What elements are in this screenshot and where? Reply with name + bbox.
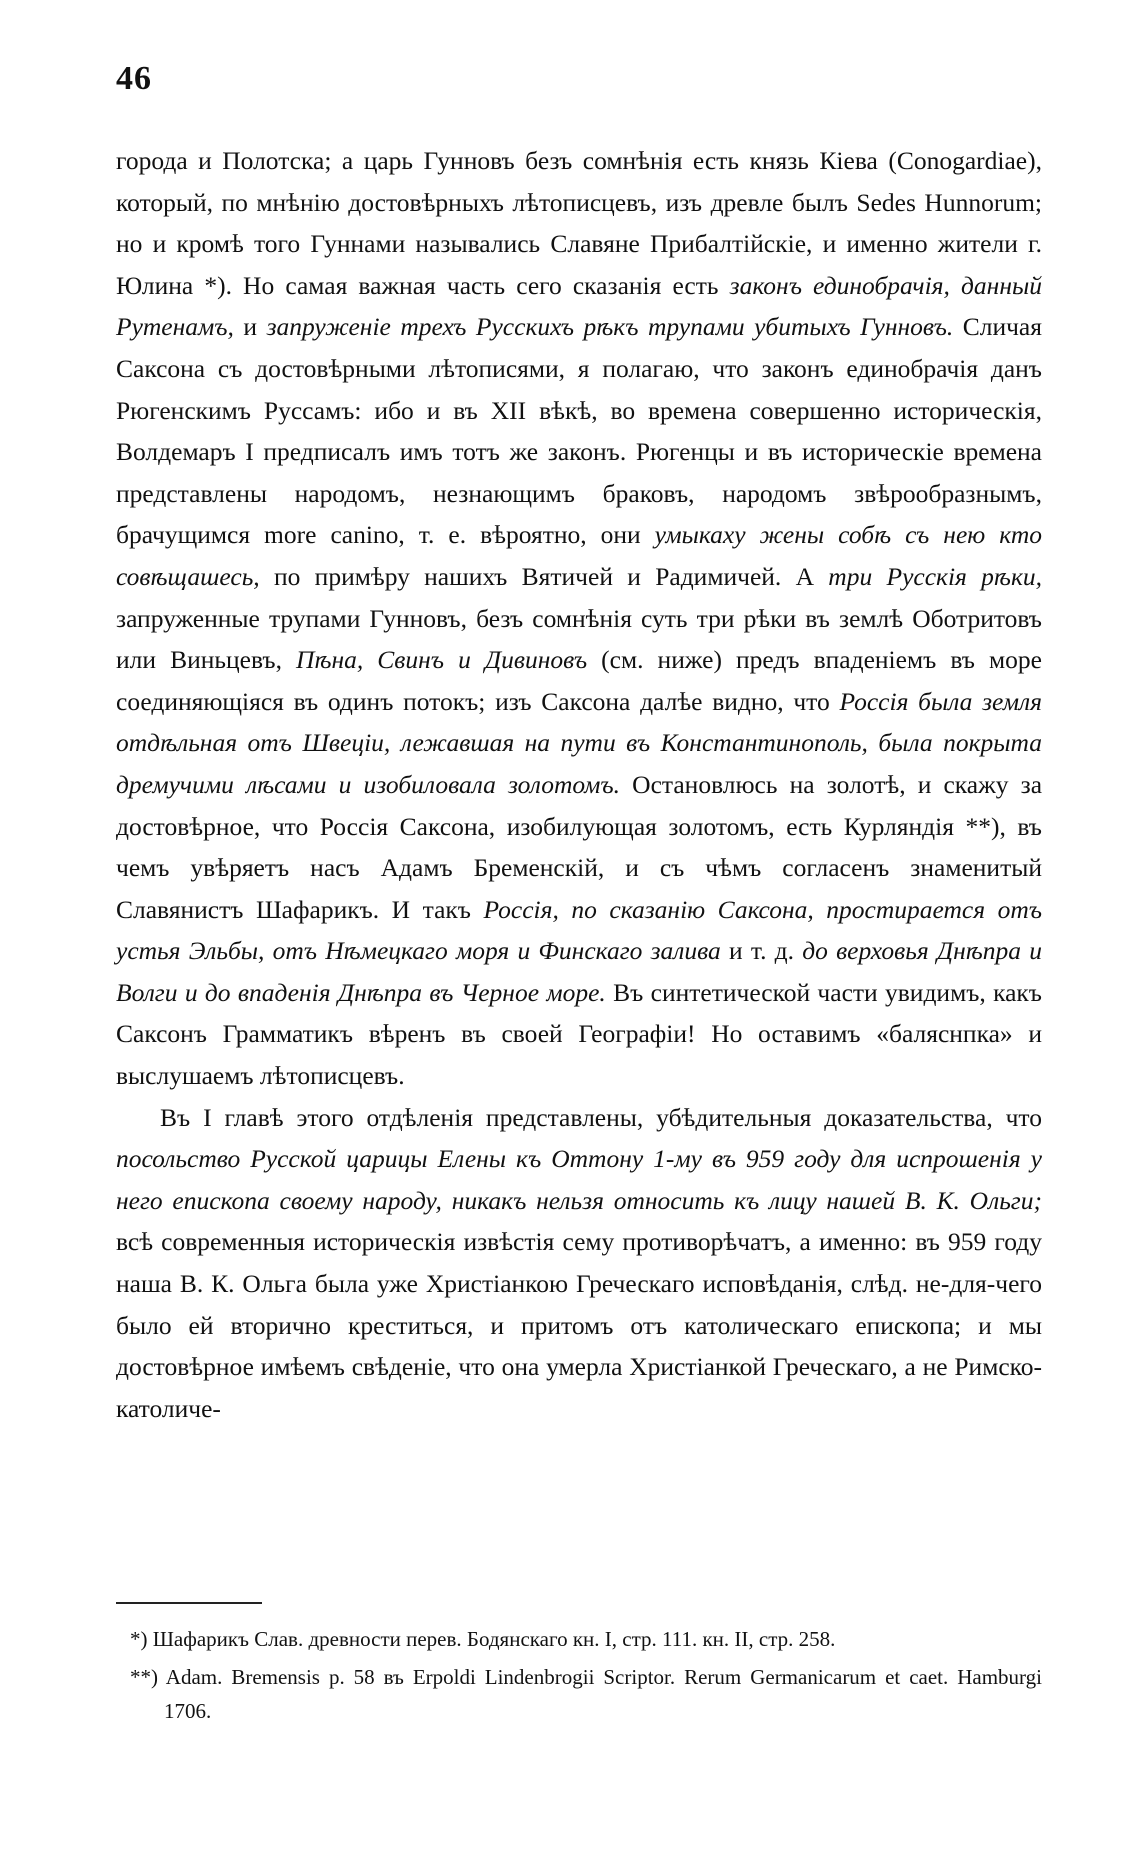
text-run: города и Полотска; а царь Гунновъ безъ сомнѣнія есть князь Кіева (Conogardiae), который, по мнѣнію достовѣрныхъ лѣтописцевъ, изъ древле былъ Sedes Hunnorum; но и кромѣ того Гуннами назывались Славяне Прибалтійскіе, и именно жители г. Юлина *). Но самая важная часть сего сказанія есть [116, 146, 1042, 300]
paragraph-2 [116, 1097, 1042, 1430]
page-number: 46 [116, 60, 152, 97]
text-run: Сличая Саксона съ достовѣрными лѣтописями, я полагаю, что законъ единобрачія данъ Рюгенскимъ Руссамъ: ибо и въ XII вѣкѣ, во времена совершенно историческія, Волдемаръ I предписалъ имъ тотъ же законъ. Рюгенцы и въ историческіе времена представлены народомъ, незнающимъ браковъ, народомъ звѣрообразнымъ, брачущимся more canino, т. е. вѣроятно, они [116, 312, 1042, 550]
text-run: и т. д. [720, 936, 803, 966]
text-run: по примѣру нашихъ Вятичей и Радимичей. А [259, 561, 829, 591]
text-run: Въ синтетической части увидимъ, какъ Саксонъ Грамматикъ вѣренъ въ своей Географіи! Но оставимъ «баляснпка» и выслушаемъ лѣтописцевъ. [116, 977, 1042, 1091]
italic-run: три Русскія рѣки, [828, 561, 1042, 591]
text-run: (см. ниже) предъ впаденіемъ въ море соединяющіяся въ одинъ потокъ; изъ Саксона далѣе видно, что [116, 645, 1042, 716]
text-run: и [233, 312, 267, 342]
paragraph-1 [116, 140, 1042, 1097]
footnote-1: *) Шафарикъ Слав. древности перев. Бодянскаго кн. I, стр. 111. кн. II, стр. 258. [130, 1627, 836, 1651]
text-run: всѣ современныя историческія извѣстія сему противорѣчатъ, а именно: въ 959 году наша В. К. Ольга была уже Христіанкою Греческаго исповѣданія, слѣд. не-для-чего было ей вторично креститься, и притомъ отъ католическаго епископа; и мы достовѣрное имѣемъ свѣденіе, что она умерла Христіанкой Греческаго, а не Римско-католиче- [116, 1227, 1042, 1423]
footnote-2: **) Adam. Bremensis p. 58 въ Erpoldi Lindenbrogii Scriptor. Rerum Germanicarum et caet. Hamburgi 1706. [130, 1665, 1042, 1723]
italic-run: посольство Русской царицы Елены къ Оттону 1-му въ 959 году для испрошенія у него епископа своему народу, никакъ нельзя относить къ лицу нашей В. К. Ольги; [116, 1144, 1042, 1215]
italic-run: законъ единобрачія, данный Рутенамъ, [116, 270, 1043, 342]
italic-run: до верховья Днѣпра и Волги и до впаденія Днѣпра въ Черное море. [116, 936, 1042, 1007]
italic-run: Россія была земля отдѣльная отъ Швеціи, лежавшая на пути въ Константинополь, была покрыта дремучими лѣсами и изобиловала золотомъ. [116, 686, 1042, 799]
italic-run: Россія, по сказанію Саксона, простирается отъ устья Эльбы, отъ Нѣмецкаго моря и Финскаго залива [116, 894, 1042, 966]
footnotes [130, 1622, 1042, 1732]
text-run: запруженные трупами Гунновъ, безъ сомнѣнія суть три рѣки въ землѣ Оботритовъ или Виньцевъ, [116, 603, 1042, 675]
italic-run: умыкаху жены собѣ съ нею кто совѣщашесь, [116, 520, 1042, 591]
main-text [116, 140, 1042, 1429]
italic-run: Пѣна, Свинъ и Дивиновъ [296, 645, 588, 675]
text-run: Въ I главѣ этого отдѣленія представлены, убѣдительныя доказательства, что [160, 1102, 1042, 1132]
footnote-divider [116, 1602, 262, 1604]
text-run: Остановлюсь на золотѣ, и скажу за достовѣрное, что Россія Саксона, изобилующая золотомъ, есть Курляндія **), въ чемъ увѣряетъ насъ Адамъ Бременскій, и съ чѣмъ согласенъ знаменитый Славянистъ Шафарикъ. И такъ [116, 769, 1043, 924]
italic-run: запруженіе трехъ Русскихъ рѣкъ трупами убитыхъ Гунновъ. [266, 312, 954, 342]
